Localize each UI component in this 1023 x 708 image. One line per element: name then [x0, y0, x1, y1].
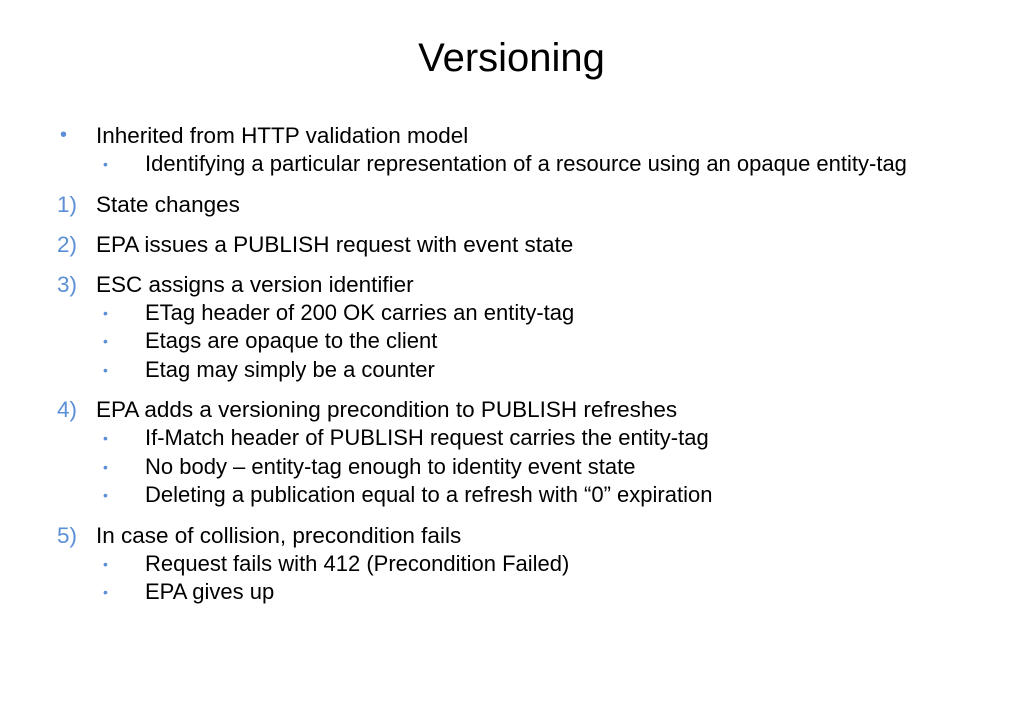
sub-bullet-marker: •	[103, 361, 108, 378]
list-item	[57, 121, 987, 179]
number-marker: 4)	[57, 397, 78, 422]
sub-list	[96, 150, 987, 179]
sub-list	[96, 299, 987, 385]
number-marker: 3)	[57, 271, 78, 297]
list-item-text: State changes	[96, 191, 240, 217]
sub-bullet-marker: •	[103, 304, 108, 321]
sub-list-item	[96, 150, 987, 179]
list-item	[57, 521, 987, 607]
sub-list-item-text: Etags are opaque to the client	[145, 328, 438, 353]
list-item-text: Inherited from HTTP validation model	[96, 123, 469, 148]
sub-bullet-marker: •	[103, 458, 108, 475]
bullet-marker: •	[60, 124, 68, 146]
number-marker: 5)	[57, 522, 78, 548]
sub-list-item	[96, 356, 987, 385]
sub-list-item-text: Deleting a publication equal to a refresh with “0” expiration	[145, 482, 713, 507]
sub-bullet-marker: •	[103, 555, 108, 572]
list-item	[57, 190, 987, 219]
sub-list-item	[96, 481, 987, 510]
sub-list-item-text: EPA gives up	[145, 579, 275, 604]
sub-bullet-marker: •	[103, 333, 108, 349]
sub-list	[96, 550, 987, 607]
slide-title: Versioning	[418, 36, 605, 80]
sub-list-item	[96, 327, 987, 356]
sub-list	[96, 424, 987, 510]
slide-content	[57, 121, 987, 618]
sub-bullet-marker: •	[103, 156, 108, 172]
sub-list-item	[96, 550, 987, 579]
sub-list-item-text: ETag header of 200 OK carries an entity-tag	[145, 299, 575, 325]
sub-list-item	[96, 424, 987, 453]
sub-list-item	[96, 578, 987, 607]
sub-bullet-marker: •	[103, 430, 108, 446]
list-item-text: ESC assigns a version identifier	[96, 271, 414, 297]
sub-list-item-text: Request fails with 412 (Precondition Failed)	[145, 550, 570, 576]
list-item	[57, 395, 987, 510]
sub-bullet-marker: •	[103, 487, 108, 503]
list-item	[57, 270, 987, 385]
list-item-text: In case of collision, precondition fails	[96, 522, 462, 548]
number-marker: 2)	[57, 231, 78, 257]
sub-list-item	[96, 453, 987, 482]
sub-list-item-text: Etag may simply be a counter	[145, 356, 435, 382]
list-item-text: EPA issues a PUBLISH request with event state	[96, 231, 574, 257]
sub-bullet-marker: •	[103, 584, 108, 600]
sub-list-item	[96, 299, 987, 328]
list-item	[57, 230, 987, 259]
list-item-text: EPA adds a versioning precondition to PUBLISH refreshes	[96, 397, 678, 422]
sub-list-item-text: Identifying a particular representation of a resource using an opaque entity-tag	[145, 151, 907, 176]
sub-list-item-text: If-Match header of PUBLISH request carries the entity-tag	[145, 425, 709, 450]
number-marker: 1)	[57, 191, 78, 217]
sub-list-item-text: No body – entity-tag enough to identity event state	[145, 453, 636, 479]
